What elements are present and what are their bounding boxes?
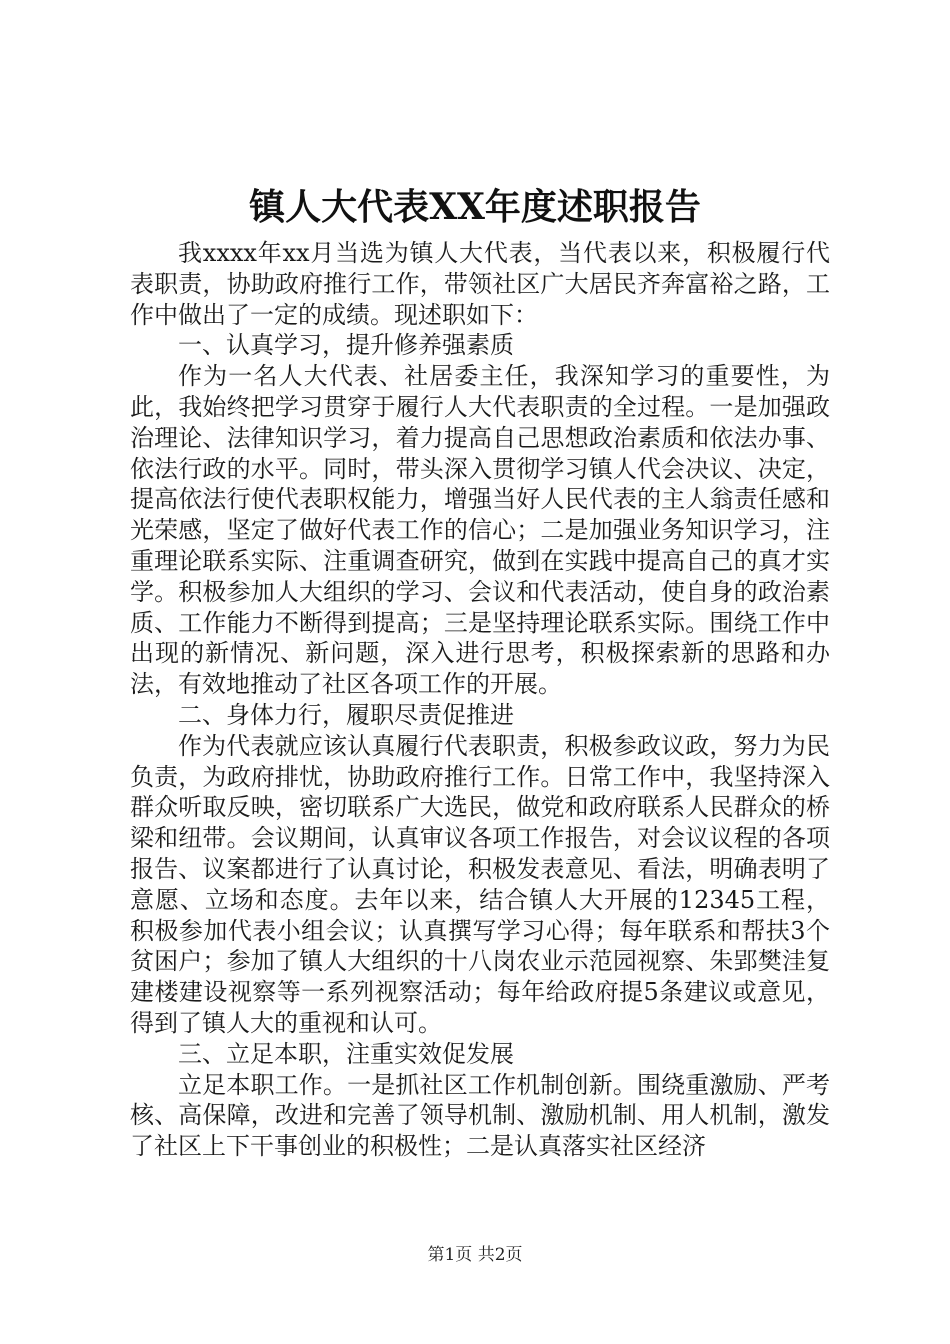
section-paragraph-3: 立足本职工作。一是抓社区工作机制创新。围绕重激励、严考核、高保障，改进和完善了领导机制、激励机制、用人机制，激发了社区上下干事创业的积极性；二是认真落实社区经济 [130,1070,830,1161]
section-heading-2: 二、身体力行，履职尽责促推进 [178,700,514,729]
document-title: 镇人大代表XX年度述职报告 [249,186,701,228]
page-footer: 第1页 共2页 [427,1245,523,1265]
section-heading-1: 一、认真学习，提升修养强素质 [178,331,514,360]
section-paragraph-2: 作为代表就应该认真履行代表职责，积极参政议政，努力为民负责，为政府排忧，协助政府推行工作。日常工作中，我坚持深入群众听取反映，密切联系广大选民，做党和政府联系人民群众的桥梁和纽带。会议期间，认真审议各项工作报告，对会议议程的各项报告、议案都进行了认真讨论，积极发表意见、看法，明确表明了意愿、立场和态度。去年以来，结合镇人大开展的12345工程，积极参加代表小组会议；认真撰写学习心得；每年联系和帮扶3个贫困户；参加了镇人大组织的十八岗农业示范园视察、朱郢樊洼复建楼建设视察等一系列视察活动；每年给政府提5条建议或意见，得到了镇人大的重视和认可。 [130,731,830,1037]
intro-paragraph: 我xxxx年xx月当选为镇人大代表，当代表以来，积极履行代表职责，协助政府推行工作，带领社区广大居民齐奔富裕之路，工作中做出了一定的成绩。现述职如下： [130,239,830,329]
section-heading-3: 三、立足本职，注重实效促发展 [178,1039,514,1068]
document-body [130,238,830,1162]
section-paragraph-1: 作为一名人大代表、社居委主任，我深知学习的重要性，为此，我始终把学习贯穿于履行人大代表职责的全过程。一是加强政治理论、法律知识学习，着力提高自己思想政治素质和依法办事、依法行政的水平。同时，带头深入贯彻学习镇人代会决议、决定，提高依法行使代表职权能力，增强当好人民代表的主人翁责任感和光荣感，坚定了做好代表工作的信心；二是加强业务知识学习，注重理论联系实际、注重调查研究，做到在实践中提高自己的真才实学。积极参加人大组织的学习、会议和代表活动，使自身的政治素质、工作能力不断得到提高；三是坚持理论联系实际。围绕工作中出现的新情况、新问题，深入进行思考，积极探索新的思路和办法，有效地推动了社区各项工作的开展。 [130,362,830,699]
